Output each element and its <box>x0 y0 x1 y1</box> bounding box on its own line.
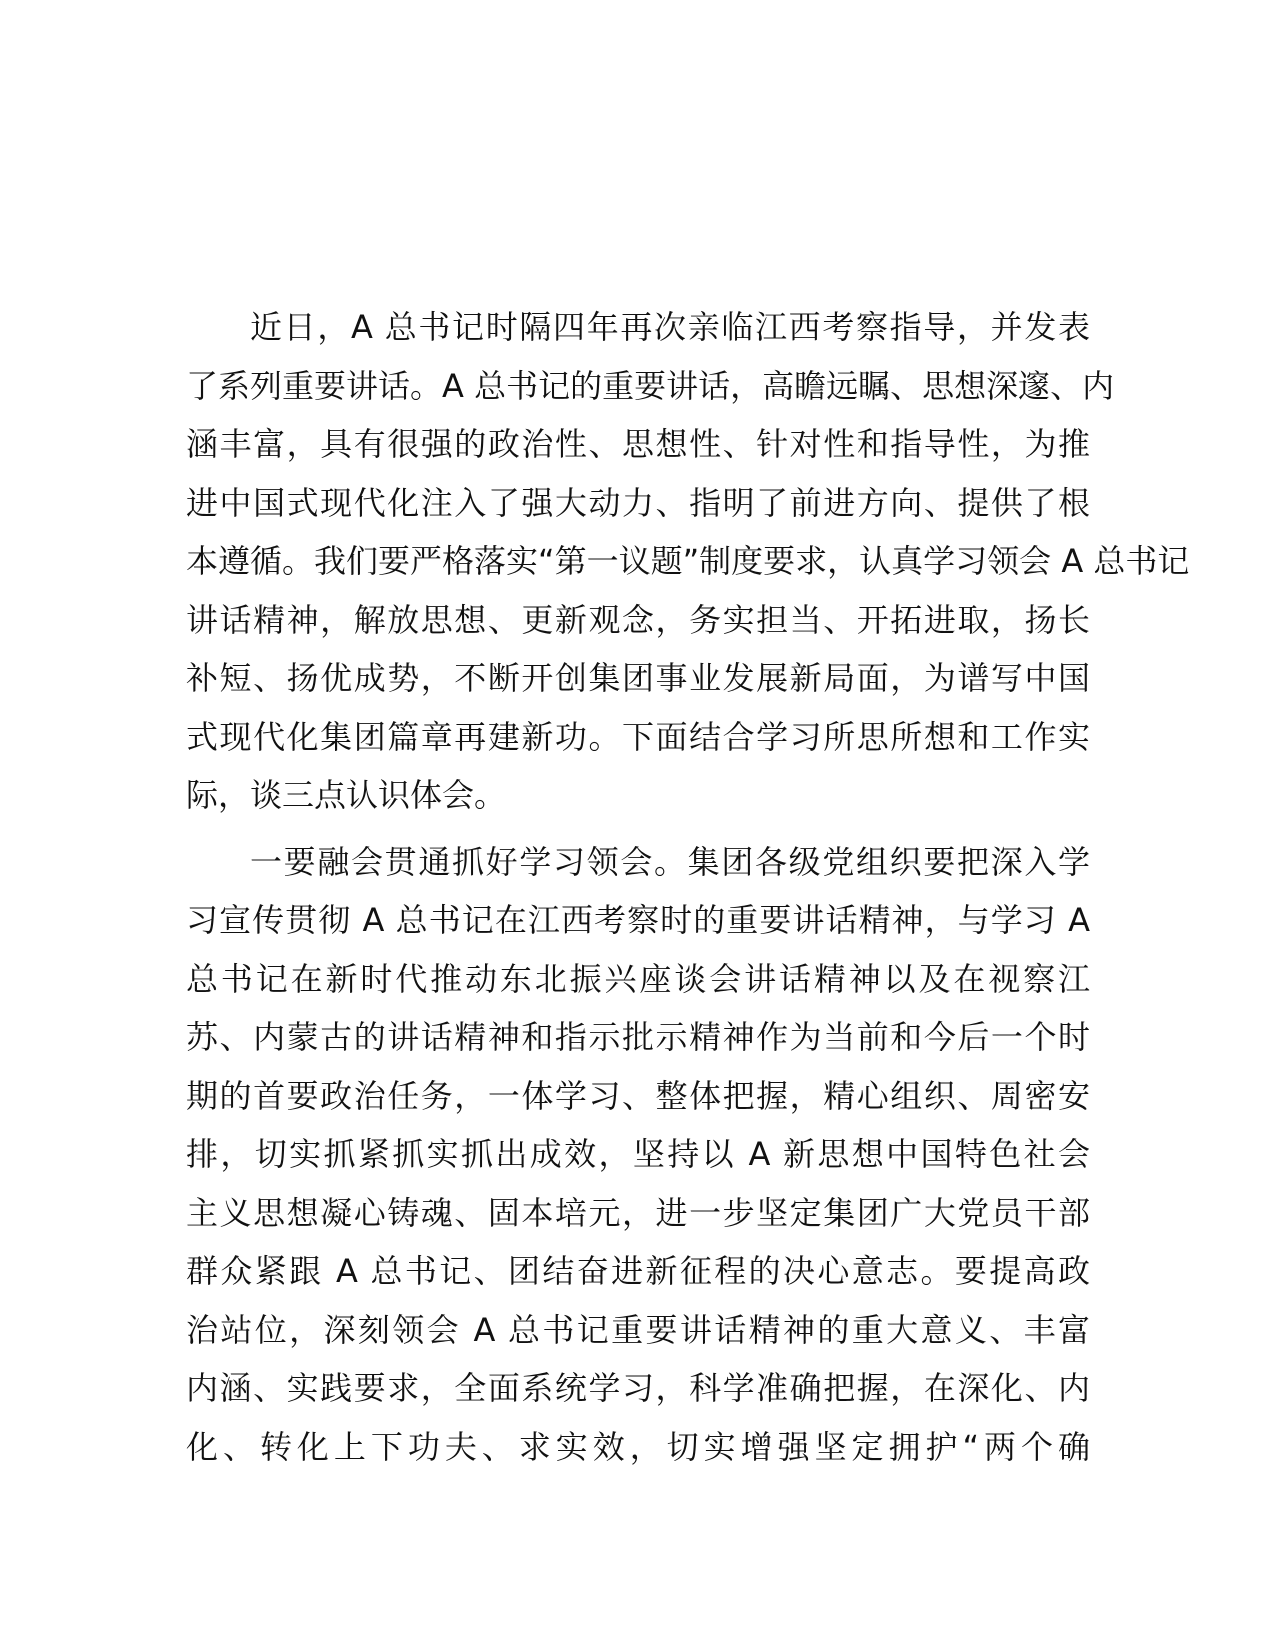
text-line: 主义思想凝心铸魂、固本培元，进一步坚定集团广大党员干部 <box>186 1193 1090 1232</box>
text-line: 近日，A 总书记时隔四年再次亲临江西考察指导，并发表 <box>250 308 1090 346</box>
text-line: 式现代化集团篇章再建新功。下面结合学习所思所想和工作实 <box>186 717 1090 756</box>
text-line: 讲话精神，解放思想、更新观念，务实担当、开拓进取，扬长 <box>186 600 1090 639</box>
paragraph-intro <box>186 298 1190 825</box>
text-line: 期的首要政治任务，一体学习、整体把握，精心组织、周密安 <box>186 1076 1090 1115</box>
paragraph-spacer <box>186 825 1090 833</box>
text-line: 排，切实抓紧抓实抓出成效，坚持以 A 新思想中国特色社会 <box>186 1135 1090 1173</box>
text-line: 总书记在新时代推动东北振兴座谈会讲话精神以及在视察江 <box>186 959 1090 998</box>
text-line: 了系列重要讲话。A 总书记的重要讲话，高瞻远瞩、思想深邃、内 <box>186 366 1115 405</box>
text-line: 补短、扬优成势，不断开创集团事业发展新局面，为谱写中国 <box>186 659 1090 697</box>
document-body <box>186 298 1190 1476</box>
text-line: 际，谈三点认识体会。 <box>186 776 507 814</box>
paragraph-point-one <box>186 833 1090 1477</box>
text-line: 内涵、实践要求，全面系统学习，科学准确把握，在深化、内 <box>186 1369 1090 1407</box>
text-line: 群众紧跟 A 总书记、团结奋进新征程的决心意志。要提高政 <box>186 1252 1090 1290</box>
text-line: 治站位，深刻领会 A 总书记重要讲话精神的重大意义、丰富 <box>186 1310 1090 1349</box>
text-line: 一要融会贯通抓好学习领会。集团各级党组织要把深入学 <box>250 842 1090 881</box>
text-line: 习宣传贯彻 A 总书记在江西考察时的重要讲话精神，与学习 A <box>186 901 1090 939</box>
text-line: 涵丰富，具有很强的政治性、思想性、针对性和指导性，为推 <box>186 425 1090 463</box>
text-line: 苏、内蒙古的讲话精神和指示批示精神作为当前和今后一个时 <box>186 1018 1090 1056</box>
text-line: 进中国式现代化注入了强大动力、指明了前进方向、提供了根 <box>186 483 1090 522</box>
text-line: 化、转化上下功夫、求实效，切实增强坚定拥护“两个确 <box>186 1427 1090 1466</box>
text-line: 本遵循。我们要严格落实“第一议题”制度要求，认真学习领会 A 总书记 <box>186 542 1190 580</box>
